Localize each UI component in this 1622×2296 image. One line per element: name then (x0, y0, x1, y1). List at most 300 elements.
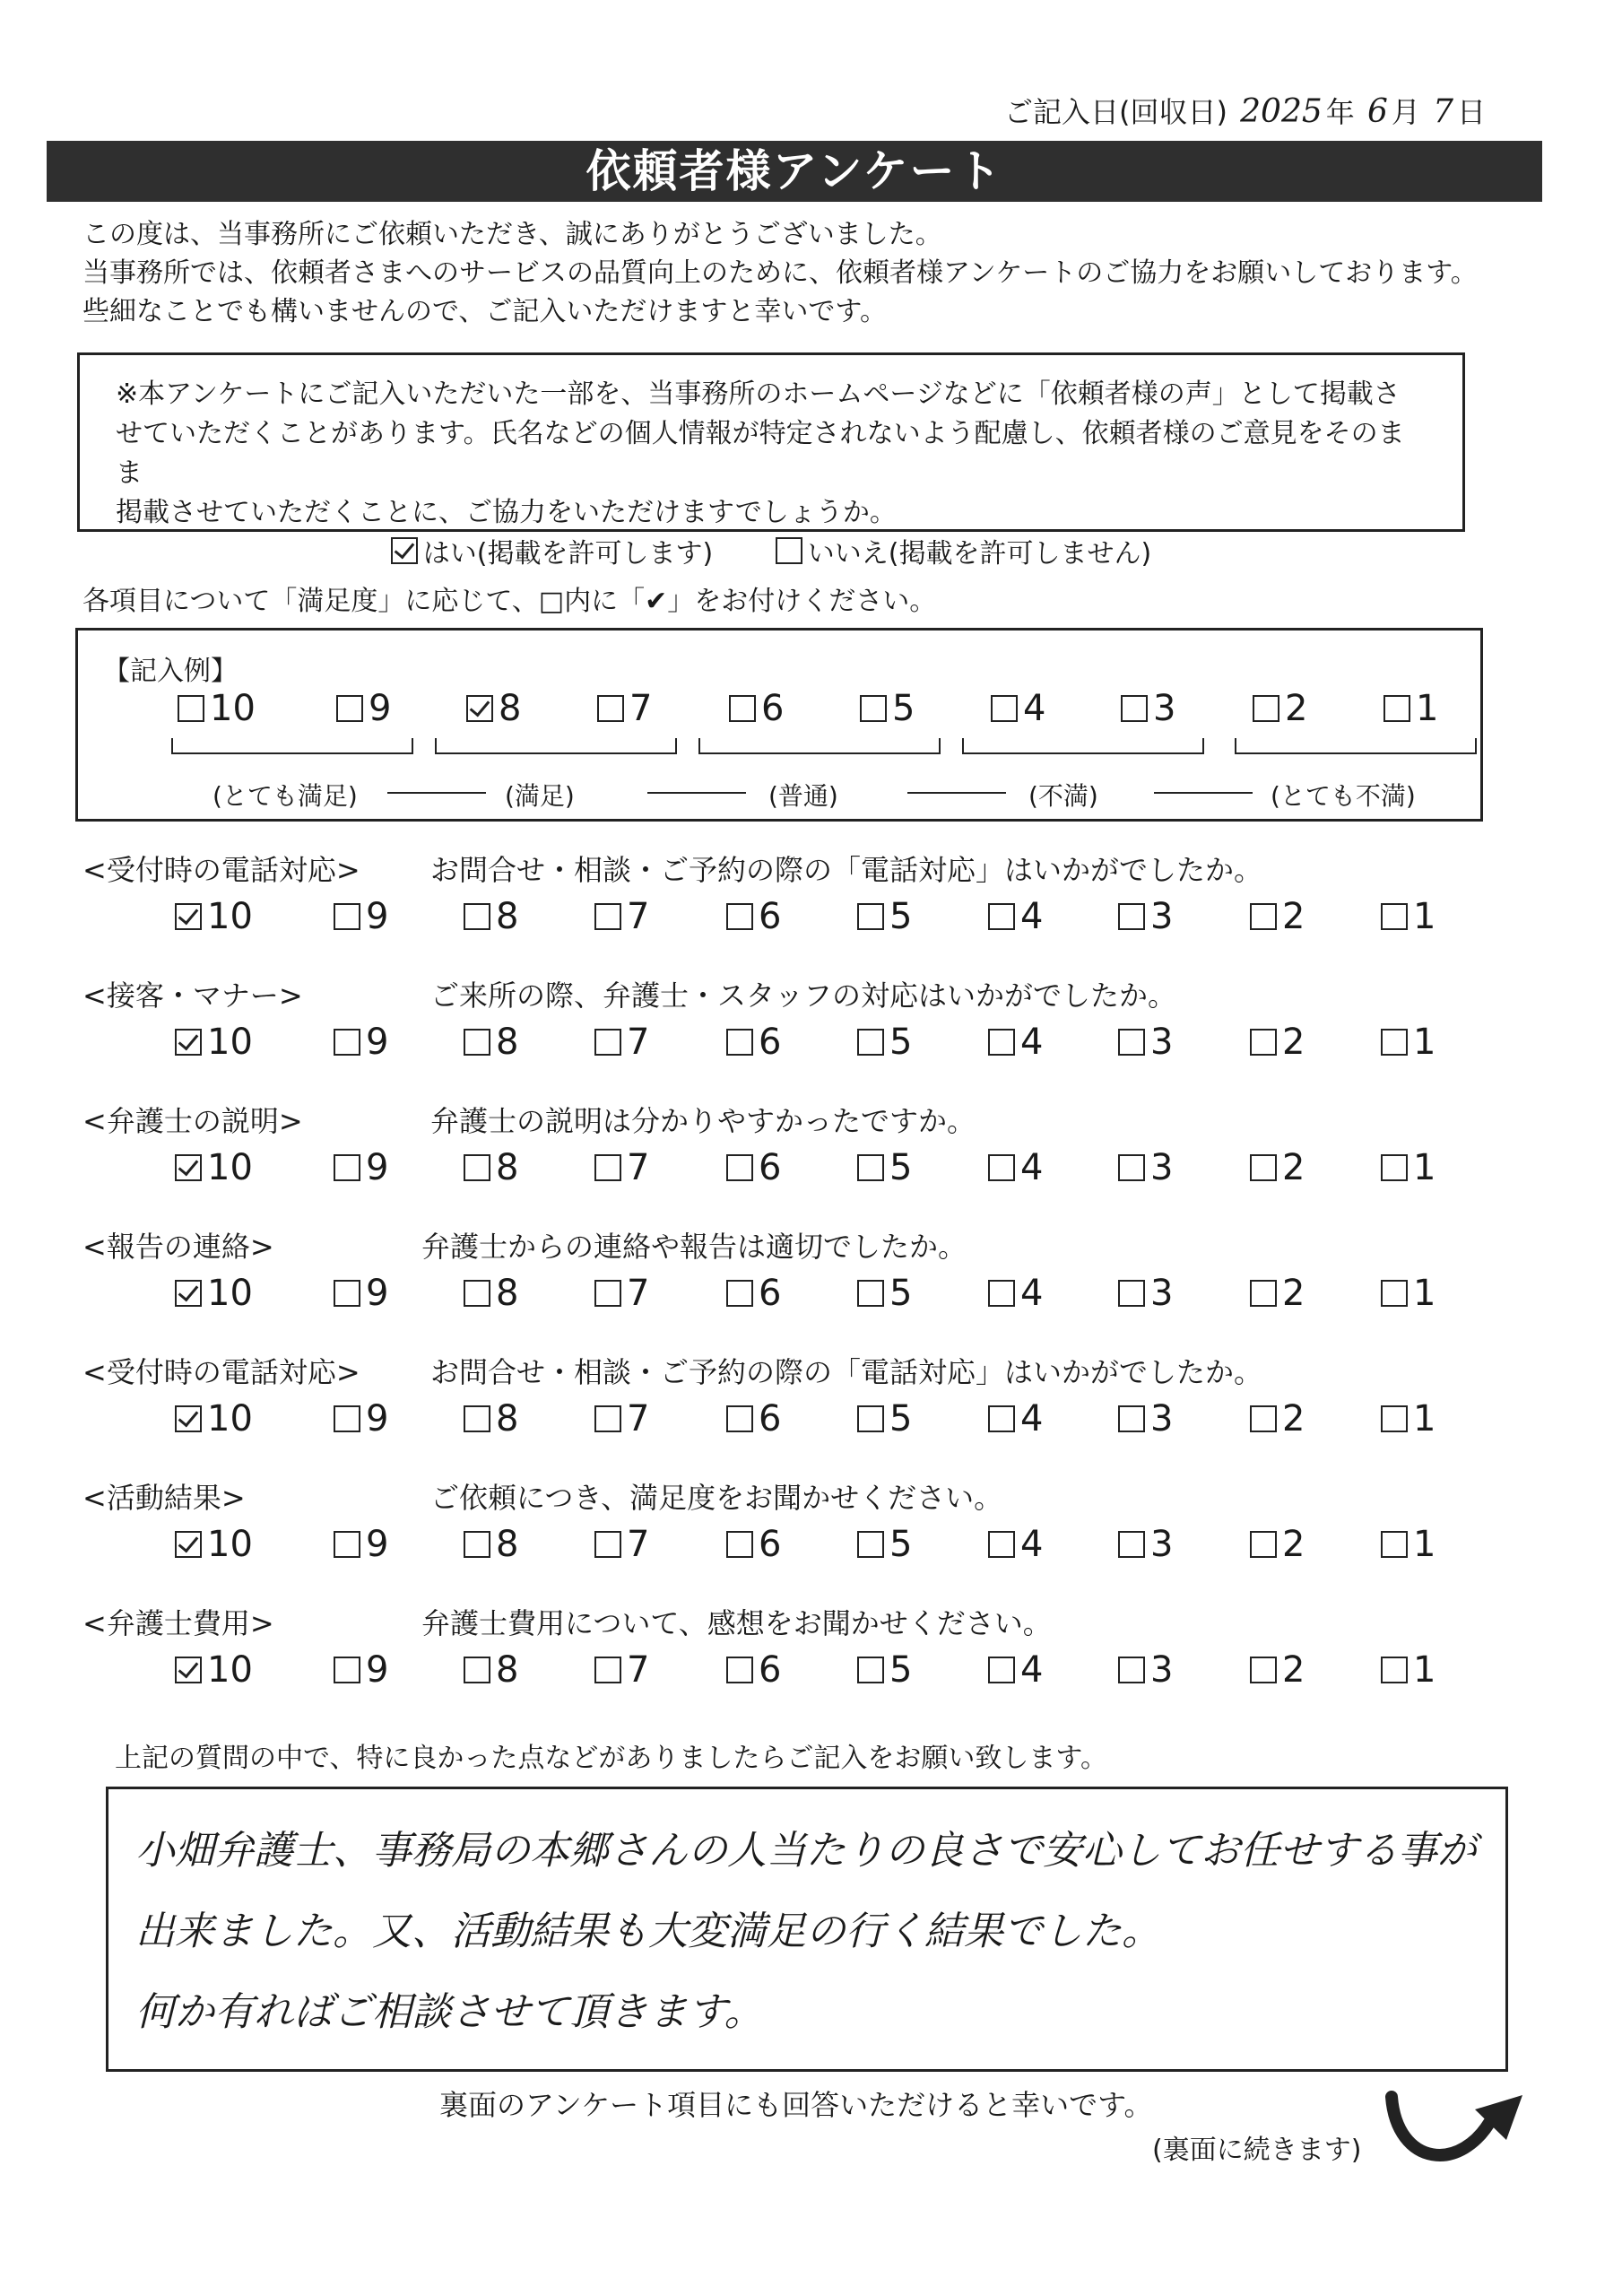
rating-score-label: 7 (627, 1147, 650, 1188)
rating-score-label: 5 (889, 1524, 913, 1565)
rating-option-5[interactable] (857, 1648, 912, 1692)
rating-score-label: 3 (1150, 1022, 1174, 1063)
rating-checkbox-5[interactable] (857, 1405, 884, 1432)
rating-option-10[interactable] (175, 1020, 253, 1065)
rating-score-label: 3 (1150, 1649, 1174, 1691)
example-checkbox-2[interactable] (1253, 695, 1279, 722)
rating-checkbox-6[interactable] (726, 1029, 753, 1056)
question-text: 弁護士費用について、感想をお聞かせください。 (421, 1606, 1052, 1640)
rating-checkbox-6[interactable] (726, 1531, 753, 1558)
rating-option-7[interactable] (594, 1020, 649, 1065)
rating-option-5[interactable] (857, 1145, 912, 1190)
rating-option-2[interactable] (1250, 1396, 1305, 1441)
bracket-dissatisfied (962, 738, 1204, 754)
rating-score-label: 2 (1282, 1022, 1305, 1063)
rating-option-7[interactable] (594, 1648, 649, 1692)
rating-option-2[interactable] (1250, 1271, 1305, 1316)
rating-option-5[interactable] (857, 1271, 912, 1316)
intro-text (82, 215, 1478, 331)
rating-option-5[interactable] (857, 894, 912, 939)
bracket-satisfied (435, 738, 677, 754)
consent-yes-label: はい(掲載を許可します) (422, 538, 714, 570)
rating-score-label: 3 (1150, 1524, 1174, 1565)
back-side-note: 裏面のアンケート項目にも回答いただけると幸いです。 (439, 2088, 1153, 2122)
rating-score-label: 6 (759, 1022, 782, 1063)
rating-score-label: 10 (207, 896, 253, 937)
rating-option-9[interactable] (334, 1271, 388, 1316)
rating-option-9[interactable] (334, 1396, 388, 1441)
rating-option-4[interactable] (988, 1648, 1043, 1692)
rating-checkbox-8[interactable] (464, 1154, 490, 1181)
rating-checkbox-1[interactable] (1381, 1531, 1408, 1558)
rating-score-label: 1 (1413, 1524, 1436, 1565)
example-option-2[interactable] (1253, 686, 1307, 731)
rating-option-5[interactable] (857, 1396, 912, 1441)
example-checkbox-1[interactable] (1383, 695, 1410, 722)
rating-score-label: 1 (1413, 1147, 1436, 1188)
rating-option-8[interactable] (464, 1020, 518, 1065)
rating-option-1[interactable] (1381, 1271, 1436, 1316)
rating-score-label: 5 (889, 1273, 913, 1314)
rating-score-label: 4 (1020, 1398, 1044, 1439)
rating-score-label: 1 (1413, 1649, 1436, 1691)
date-month[interactable]: 6 (1366, 93, 1388, 130)
rating-score-label: 6 (759, 1398, 782, 1439)
rating-checkbox-4[interactable] (988, 1154, 1015, 1181)
rating-option-10[interactable] (175, 1396, 253, 1441)
rating-checkbox-10[interactable] (175, 1531, 202, 1558)
date-day-suffix: 日 (1456, 95, 1486, 129)
category-dissatisfied: (不満) (1028, 781, 1098, 811)
rating-checkbox-6[interactable] (726, 1405, 753, 1432)
rating-checkbox-5[interactable] (857, 1029, 884, 1056)
rating-checkbox-1[interactable] (1381, 1029, 1408, 1056)
rating-checkbox-1[interactable] (1381, 1280, 1408, 1307)
rating-option-1[interactable] (1381, 894, 1436, 939)
rating-score-label: 5 (889, 1649, 913, 1691)
rating-option-6[interactable] (726, 1271, 781, 1316)
rating-checkbox-1[interactable] (1381, 903, 1408, 930)
question-text: お問合せ・相談・ご予約の際の「電話対応」はいかがでしたか。 (430, 853, 1263, 887)
example-score-label: 9 (369, 688, 392, 729)
intro-line: 些細なことでも構いませんので、ご記入いただけますと幸いです。 (82, 296, 887, 327)
example-score-label: 3 (1153, 688, 1176, 729)
rating-checkbox-2[interactable] (1250, 1657, 1277, 1683)
rating-option-3[interactable] (1118, 1648, 1173, 1692)
rating-option-7[interactable] (594, 1522, 649, 1567)
comment-line: 小畑弁護士、事務局の本郷さんの人当たりの良さで安心してお任せする事が (135, 1828, 1477, 1874)
rating-checkbox-6[interactable] (726, 1154, 753, 1181)
rating-checkbox-2[interactable] (1250, 1029, 1277, 1056)
rating-score-label: 3 (1150, 896, 1174, 937)
rating-option-9[interactable] (334, 1145, 388, 1190)
question-heading: <弁護士費用> (82, 1606, 274, 1640)
rating-checkbox-2[interactable] (1250, 903, 1277, 930)
rating-checkbox-4[interactable] (988, 1029, 1015, 1056)
curved-arrow-icon (1381, 2081, 1533, 2179)
rating-checkbox-8[interactable] (464, 1280, 490, 1307)
comment-box[interactable] (106, 1787, 1508, 2072)
rating-option-3[interactable] (1118, 1145, 1173, 1190)
rating-option-4[interactable] (988, 894, 1043, 939)
rating-score-label: 4 (1020, 1273, 1044, 1314)
rating-checkbox-7[interactable] (594, 1405, 621, 1432)
comment-prompt: 上記の質問の中で、特に良かった点などがありましたらご記入をお願い致します。 (115, 1743, 1107, 1774)
rating-option-8[interactable] (464, 1396, 518, 1441)
example-checkbox-8[interactable] (466, 695, 493, 722)
rating-checkbox-5[interactable] (857, 1280, 884, 1307)
category-very-dissatisfied: (とても不満) (1271, 781, 1416, 811)
rating-checkbox-8[interactable] (464, 903, 490, 930)
date-year[interactable]: 2025 (1240, 93, 1323, 130)
rating-option-1[interactable] (1381, 1522, 1436, 1567)
question-text: 弁護士からの連絡や報告は適切でしたか。 (421, 1230, 967, 1264)
rating-checkbox-7[interactable] (594, 1154, 621, 1181)
rating-score-label: 10 (207, 1147, 253, 1188)
rating-checkbox-1[interactable] (1381, 1657, 1408, 1683)
rating-checkbox-9[interactable] (334, 1280, 360, 1307)
page-title: 依頼者様アンケート (47, 141, 1542, 202)
rating-score-label: 1 (1413, 1398, 1436, 1439)
rating-option-1[interactable] (1381, 1396, 1436, 1441)
rating-checkbox-10[interactable] (175, 1657, 202, 1683)
rating-score-label: 7 (627, 896, 650, 937)
rating-option-10[interactable] (175, 1522, 253, 1567)
example-option-9[interactable] (336, 686, 391, 731)
consent-options (116, 535, 1427, 574)
question-heading: <受付時の電話対応> (82, 853, 360, 887)
consent-yes-option[interactable] (391, 538, 713, 570)
rating-score-label: 2 (1282, 1649, 1305, 1691)
rating-checkbox-6[interactable] (726, 1657, 753, 1683)
rating-option-10[interactable] (175, 1648, 253, 1692)
consent-line: せていただくことがあります。氏名などの個人情報が特定されないよう配慮し、依頼者様のご意見をそのまま (116, 418, 1405, 489)
rating-score-label: 3 (1150, 1147, 1174, 1188)
rating-score-label: 7 (627, 1524, 650, 1565)
example-checkbox-9[interactable] (336, 695, 363, 722)
rating-option-7[interactable] (594, 1271, 649, 1316)
question-heading: <報告の連絡> (82, 1230, 274, 1264)
rating-row (0, 1020, 1622, 1065)
rating-checkbox-8[interactable] (464, 1405, 490, 1432)
rating-option-6[interactable] (726, 1396, 781, 1441)
rating-score-label: 10 (207, 1022, 253, 1063)
rating-option-10[interactable] (175, 1145, 253, 1190)
rating-score-label: 10 (207, 1524, 253, 1565)
rating-option-8[interactable] (464, 894, 518, 939)
example-checkbox-4[interactable] (991, 695, 1018, 722)
rating-option-3[interactable] (1118, 1020, 1173, 1065)
comment-line: 何か有ればご相談させて頂きます。 (135, 1989, 764, 2035)
example-option-5[interactable] (860, 686, 915, 731)
rating-checkbox-9[interactable] (334, 1657, 360, 1683)
question-heading: <活動結果> (82, 1481, 246, 1515)
example-score-label: 8 (499, 688, 522, 729)
intro-line: 当事務所では、依頼者さまへのサービスの品質向上のために、依頼者様アンケートのご協力をお願いしております。 (82, 257, 1478, 289)
rating-checkbox-9[interactable] (334, 903, 360, 930)
intro-line: この度は、当事務所にご依頼いただき、誠にありがとうございました。 (82, 219, 942, 250)
date-label: ご記入日(回収日) (1004, 95, 1227, 129)
rating-checkbox-7[interactable] (594, 1029, 621, 1056)
rating-score-label: 1 (1413, 1022, 1436, 1063)
rating-option-3[interactable] (1118, 1396, 1173, 1441)
rating-checkbox-7[interactable] (594, 903, 621, 930)
example-option-4[interactable] (991, 686, 1045, 731)
rating-row (0, 1396, 1622, 1441)
rating-option-2[interactable] (1250, 894, 1305, 939)
rating-checkbox-9[interactable] (334, 1531, 360, 1558)
rating-score-label: 8 (496, 1398, 519, 1439)
example-checkbox-7[interactable] (597, 695, 624, 722)
rating-checkbox-4[interactable] (988, 1657, 1015, 1683)
consent-line: 掲載させていただくことに、ご協力をいただけますでしょうか。 (116, 497, 897, 528)
rating-score-label: 9 (366, 1273, 389, 1314)
rating-checkbox-3[interactable] (1118, 1280, 1145, 1307)
rating-row (0, 1271, 1622, 1316)
rating-score-label: 9 (366, 1147, 389, 1188)
rating-score-label: 10 (207, 1273, 253, 1314)
example-checkbox-5[interactable] (860, 695, 887, 722)
rating-option-1[interactable] (1381, 1145, 1436, 1190)
rating-score-label: 7 (627, 1649, 650, 1691)
rating-score-label: 8 (496, 896, 519, 937)
rating-score-label: 2 (1282, 1524, 1305, 1565)
rating-option-2[interactable] (1250, 1145, 1305, 1190)
consent-no-option[interactable] (776, 538, 1151, 570)
rating-option-4[interactable] (988, 1396, 1043, 1441)
rating-score-label: 8 (496, 1022, 519, 1063)
example-option-1[interactable] (1383, 686, 1438, 731)
rating-checkbox-6[interactable] (726, 1280, 753, 1307)
rating-score-label: 1 (1413, 896, 1436, 937)
rating-option-2[interactable] (1250, 1020, 1305, 1065)
rating-checkbox-5[interactable] (857, 1531, 884, 1558)
rating-checkbox-3[interactable] (1118, 1405, 1145, 1432)
rating-checkbox-9[interactable] (334, 1154, 360, 1181)
rating-checkbox-2[interactable] (1250, 1531, 1277, 1558)
example-checkbox-3[interactable] (1121, 695, 1148, 722)
rating-option-4[interactable] (988, 1020, 1043, 1065)
category-very-satisfied: (とても満足) (213, 781, 358, 811)
rating-score-label: 6 (759, 1273, 782, 1314)
rating-checkbox-10[interactable] (175, 1280, 202, 1307)
bracket-neutral (698, 738, 941, 754)
divider-line (1154, 792, 1253, 794)
rating-checkbox-9[interactable] (334, 1405, 360, 1432)
rating-option-9[interactable] (334, 1648, 388, 1692)
example-checkbox-6[interactable] (729, 695, 756, 722)
rating-score-label: 10 (207, 1649, 253, 1691)
rating-score-label: 9 (366, 1022, 389, 1063)
rating-option-2[interactable] (1250, 1522, 1305, 1567)
rating-option-3[interactable] (1118, 1271, 1173, 1316)
example-option-8[interactable] (466, 686, 521, 731)
bracket-very-dissatisfied (1235, 738, 1477, 754)
rating-option-9[interactable] (334, 1522, 388, 1567)
rating-score-label: 9 (366, 896, 389, 937)
rating-checkbox-7[interactable] (594, 1280, 621, 1307)
rating-score-label: 6 (759, 1649, 782, 1691)
rating-score-label: 2 (1282, 1398, 1305, 1439)
rating-option-3[interactable] (1118, 1522, 1173, 1567)
rating-option-7[interactable] (594, 894, 649, 939)
example-box (75, 628, 1483, 822)
question-heading: <受付時の電話対応> (82, 1355, 360, 1389)
rating-score-label: 6 (759, 896, 782, 937)
example-checkbox-10[interactable] (178, 695, 204, 722)
rating-option-10[interactable] (175, 894, 253, 939)
rating-checkbox-9[interactable] (334, 1029, 360, 1056)
example-score-label: 7 (629, 688, 653, 729)
example-title: 【記入例】 (103, 656, 238, 687)
example-score-label: 10 (210, 688, 256, 729)
example-option-6[interactable] (729, 686, 784, 731)
rating-option-8[interactable] (464, 1522, 518, 1567)
rating-checkbox-10[interactable] (175, 1154, 202, 1181)
example-option-10[interactable] (178, 686, 256, 731)
rating-score-label: 10 (207, 1398, 253, 1439)
rating-option-8[interactable] (464, 1648, 518, 1692)
rating-checkbox-8[interactable] (464, 1531, 490, 1558)
date-day[interactable]: 7 (1433, 93, 1453, 130)
rating-checkbox-7[interactable] (594, 1531, 621, 1558)
rating-option-4[interactable] (988, 1522, 1043, 1567)
rating-score-label: 6 (759, 1524, 782, 1565)
rating-score-label: 7 (627, 1273, 650, 1314)
rating-option-6[interactable] (726, 1020, 781, 1065)
rating-score-label: 5 (889, 1022, 913, 1063)
rating-row (0, 1522, 1622, 1567)
rating-score-label: 1 (1413, 1273, 1436, 1314)
rating-checkbox-6[interactable] (726, 903, 753, 930)
rating-checkbox-3[interactable] (1118, 1531, 1145, 1558)
rating-checkbox-2[interactable] (1250, 1405, 1277, 1432)
rating-option-5[interactable] (857, 1020, 912, 1065)
rating-score-label: 8 (496, 1524, 519, 1565)
rating-checkbox-3[interactable] (1118, 903, 1145, 930)
rating-score-label: 7 (627, 1022, 650, 1063)
rating-score-label: 9 (366, 1649, 389, 1691)
rating-option-9[interactable] (334, 894, 388, 939)
rating-checkbox-5[interactable] (857, 1154, 884, 1181)
divider-line (907, 792, 1006, 794)
divider-line (387, 792, 486, 794)
rating-row (0, 1648, 1622, 1692)
rating-option-2[interactable] (1250, 1648, 1305, 1692)
rating-option-4[interactable] (988, 1145, 1043, 1190)
rating-checkbox-5[interactable] (857, 903, 884, 930)
question-heading: <弁護士の説明> (82, 1104, 303, 1138)
date-month-suffix: 月 (1391, 95, 1420, 129)
question-text: 弁護士の説明は分かりやすかったですか。 (430, 1104, 976, 1138)
question-text: ご来所の際、弁護士・スタッフの対応はいかがでしたか。 (430, 978, 1177, 1013)
rating-score-label: 3 (1150, 1273, 1174, 1314)
rating-option-9[interactable] (334, 1020, 388, 1065)
comment-line: 出来ました。又、活動結果も大変満足の行く結果でした。 (135, 1909, 1161, 1954)
question-text: ご依頼につき、満足度をお聞かせください。 (430, 1481, 1003, 1515)
rating-score-label: 5 (889, 1147, 913, 1188)
rating-checkbox-8[interactable] (464, 1029, 490, 1056)
rating-score-label: 3 (1150, 1398, 1174, 1439)
rating-option-1[interactable] (1381, 1648, 1436, 1692)
rating-option-6[interactable] (726, 1648, 781, 1692)
rating-checkbox-3[interactable] (1118, 1657, 1145, 1683)
rating-option-5[interactable] (857, 1522, 912, 1567)
continue-note: (裏面に続きます) (1152, 2135, 1362, 2166)
rating-score-label: 5 (889, 896, 913, 937)
rating-option-10[interactable] (175, 1271, 253, 1316)
rating-score-label: 9 (366, 1524, 389, 1565)
rating-option-4[interactable] (988, 1271, 1043, 1316)
rating-checkbox-2[interactable] (1250, 1280, 1277, 1307)
rating-score-label: 9 (366, 1398, 389, 1439)
rating-option-8[interactable] (464, 1271, 518, 1316)
rating-checkbox-4[interactable] (988, 1405, 1015, 1432)
submission-date (1004, 90, 1486, 131)
consent-no-checkbox[interactable] (776, 537, 802, 564)
rating-option-6[interactable] (726, 1145, 781, 1190)
rating-row (0, 1145, 1622, 1190)
rating-option-3[interactable] (1118, 894, 1173, 939)
rating-checkbox-3[interactable] (1118, 1154, 1145, 1181)
rating-score-label: 4 (1020, 1022, 1044, 1063)
rating-checkbox-1[interactable] (1381, 1405, 1408, 1432)
rating-checkbox-10[interactable] (175, 1405, 202, 1432)
category-neutral: (普通) (768, 781, 838, 811)
rating-option-7[interactable] (594, 1145, 649, 1190)
category-satisfied: (満足) (505, 781, 575, 811)
rating-score-label: 4 (1020, 1147, 1044, 1188)
rating-checkbox-4[interactable] (988, 903, 1015, 930)
rating-option-6[interactable] (726, 894, 781, 939)
example-score-label: 5 (892, 688, 915, 729)
divider-line (647, 792, 746, 794)
example-option-3[interactable] (1121, 686, 1175, 731)
rating-score-label: 6 (759, 1147, 782, 1188)
rating-checkbox-4[interactable] (988, 1531, 1015, 1558)
date-year-suffix: 年 (1325, 95, 1355, 129)
rating-score-label: 4 (1020, 896, 1044, 937)
rating-checkbox-2[interactable] (1250, 1154, 1277, 1181)
example-score-label: 4 (1023, 688, 1046, 729)
rating-option-1[interactable] (1381, 1020, 1436, 1065)
consent-yes-checkbox[interactable] (391, 537, 418, 564)
rating-score-label: 4 (1020, 1524, 1044, 1565)
consent-box (77, 352, 1465, 570)
rating-option-7[interactable] (594, 1396, 649, 1441)
rating-checkbox-7[interactable] (594, 1657, 621, 1683)
rating-score-label: 4 (1020, 1649, 1044, 1691)
rating-checkbox-5[interactable] (857, 1657, 884, 1683)
example-option-7[interactable] (597, 686, 652, 731)
rating-score-label: 5 (889, 1398, 913, 1439)
consent-line: ※本アンケートにご記入いただいた一部を、当事務所のホームページなどに「依頼者様の声」として掲載さ (116, 378, 1401, 410)
rating-checkbox-10[interactable] (175, 1029, 202, 1056)
rating-checkbox-1[interactable] (1381, 1154, 1408, 1181)
rating-checkbox-3[interactable] (1118, 1029, 1145, 1056)
example-score-label: 6 (761, 688, 785, 729)
rating-option-6[interactable] (726, 1522, 781, 1567)
rating-score-label: 8 (496, 1273, 519, 1314)
rating-score-label: 8 (496, 1147, 519, 1188)
rating-checkbox-10[interactable] (175, 903, 202, 930)
rating-option-8[interactable] (464, 1145, 518, 1190)
example-score-label: 2 (1285, 688, 1308, 729)
example-scale (3, 686, 1622, 731)
rating-checkbox-4[interactable] (988, 1280, 1015, 1307)
rating-checkbox-8[interactable] (464, 1657, 490, 1683)
rating-score-label: 7 (627, 1398, 650, 1439)
